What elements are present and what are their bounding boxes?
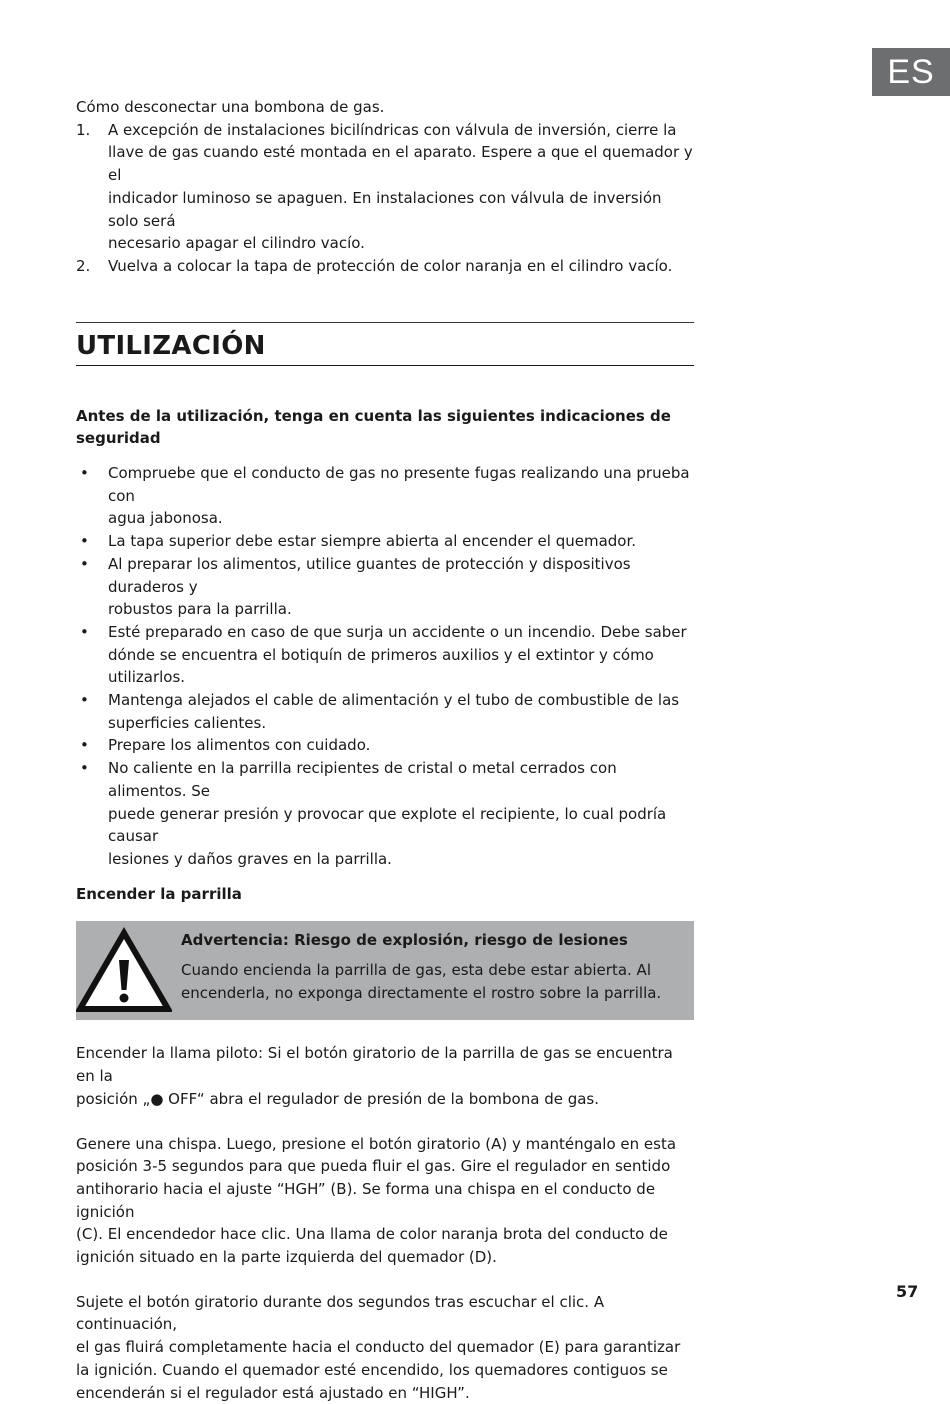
list-item-line: lesiones y daños graves en la parrilla. bbox=[108, 849, 392, 868]
paragraph-line: Encender la llama piloto: Si el botón giratorio de la parrilla de gas se encuentra en la bbox=[76, 1044, 673, 1086]
step-line: indicador luminoso se apaguen. En instalaciones con válvula de inversión solo será bbox=[108, 188, 662, 230]
disconnect-steps bbox=[76, 119, 694, 278]
paragraph-line: posición 3-5 segundos para que pueda fluir el gas. Gire el regulador en sentido bbox=[76, 1157, 671, 1176]
step-number: 2. bbox=[76, 256, 91, 275]
paragraph-line: antihorario hacia el ajuste “HGH” (B). Se forma una chispa en el conducto de ignición bbox=[76, 1179, 656, 1221]
list-item bbox=[76, 621, 694, 689]
list-item-line: dónde se encuentra el botiquín de primeros auxilios y el extintor y cómo utilizarlos. bbox=[108, 645, 654, 687]
paragraph bbox=[76, 1042, 694, 1110]
step-number: 1. bbox=[76, 120, 91, 139]
step-item bbox=[76, 119, 694, 255]
list-item-line: agua jabonosa. bbox=[108, 509, 223, 528]
paragraph-line: encenderán si el regulador está ajustado en “HIGH”. bbox=[76, 1383, 470, 1402]
paragraph bbox=[76, 1291, 694, 1404]
bullet-icon: • bbox=[80, 691, 89, 710]
intro-lead: Cómo desconectar una bombona de gas. bbox=[76, 98, 385, 116]
bullet-icon: • bbox=[80, 622, 89, 641]
list-item bbox=[76, 462, 694, 530]
paragraph-line: Genere una chispa. Luego, presione el botón giratorio (A) y manténgalo en esta bbox=[76, 1134, 677, 1153]
page-content bbox=[76, 96, 694, 1404]
paragraph-line: ignición situado en la parte izquierda del quemador (D). bbox=[76, 1248, 497, 1267]
step-line: necesario apagar el cilindro vacío. bbox=[108, 234, 365, 253]
warning-box bbox=[76, 921, 694, 1020]
ignite-heading: Encender la parrilla bbox=[76, 884, 242, 903]
page-number: 57 bbox=[896, 1282, 919, 1301]
bullet-icon: • bbox=[80, 532, 89, 551]
list-item-line: No caliente en la parrilla recipientes de cristal o metal cerrados con alimentos. Se bbox=[108, 759, 617, 800]
bullet-icon: • bbox=[80, 759, 89, 778]
paragraph-line: el gas fluirá completamente hacia el conducto del quemador (E) para garantizar bbox=[76, 1338, 681, 1357]
list-item-line: Compruebe que el conducto de gas no presente fugas realizando una prueba con bbox=[108, 464, 690, 505]
list-item-line: Esté preparado en caso de que surja un accidente o un incendio. Debe saber bbox=[108, 622, 687, 641]
step-item bbox=[76, 255, 694, 278]
bullet-icon: • bbox=[80, 464, 89, 483]
section-heading bbox=[76, 322, 694, 366]
list-item-line: superficies calientes. bbox=[108, 713, 267, 732]
step-line: Vuelva a colocar la tapa de protección de color naranja en el cilindro vacío. bbox=[108, 256, 673, 275]
warning-line: encenderla, no exponga directamente el rostro sobre la parrilla. bbox=[181, 983, 662, 1002]
paragraph-line: posición „● OFF“ abra el regulador de presión de la bombona de gas. bbox=[76, 1089, 600, 1108]
language-tab: ES bbox=[872, 48, 950, 96]
paragraph-line: la ignición. Cuando el quemador esté encendido, los quemadores contiguos se bbox=[76, 1360, 668, 1379]
list-item bbox=[76, 734, 694, 757]
warning-title: Advertencia: Riesgo de explosión, riesgo de lesiones bbox=[181, 931, 628, 950]
list-item bbox=[76, 689, 694, 734]
safety-list bbox=[76, 462, 694, 871]
list-item bbox=[76, 530, 694, 553]
paragraph-line: (C). El encendedor hace clic. Una llama de color naranja brota del conducto de bbox=[76, 1225, 668, 1244]
warning-triangle-icon bbox=[76, 927, 172, 1013]
list-item-line: Al preparar los alimentos, utilice guantes de protección y dispositivos duraderos y bbox=[108, 554, 631, 596]
warning-text bbox=[181, 929, 681, 1004]
step-line: A excepción de instalaciones bicilíndricas con válvula de inversión, cierre la bbox=[108, 120, 677, 139]
list-item-line: Mantenga alejados el cable de alimentación y el tubo de combustible de las bbox=[108, 691, 680, 710]
step-line: llave de gas cuando esté montada en el aparato. Espere a que el quemador y el bbox=[108, 143, 693, 185]
paragraph-line: Sujete el botón giratorio durante dos segundos tras escuchar el clic. A continuación, bbox=[76, 1292, 605, 1334]
list-item-line: robustos para la parrilla. bbox=[108, 600, 292, 619]
safety-heading: Antes de la utilización, tenga en cuenta las siguientes indicaciones de seguridad bbox=[76, 406, 671, 448]
list-item bbox=[76, 757, 694, 871]
paragraph bbox=[76, 1133, 694, 1269]
list-item-line: La tapa superior debe estar siempre abierta al encender el quemador. bbox=[108, 532, 637, 551]
section-title: UTILIZACIÓN bbox=[76, 330, 266, 361]
bullet-icon: • bbox=[80, 736, 89, 755]
list-item bbox=[76, 553, 694, 621]
list-item-line: Prepare los alimentos con cuidado. bbox=[108, 736, 371, 755]
list-item-line: puede generar presión y provocar que explote el recipiente, lo cual podría causar bbox=[108, 804, 667, 846]
bullet-icon: • bbox=[80, 554, 89, 573]
warning-line: Cuando encienda la parrilla de gas, esta debe estar abierta. Al bbox=[181, 961, 651, 980]
